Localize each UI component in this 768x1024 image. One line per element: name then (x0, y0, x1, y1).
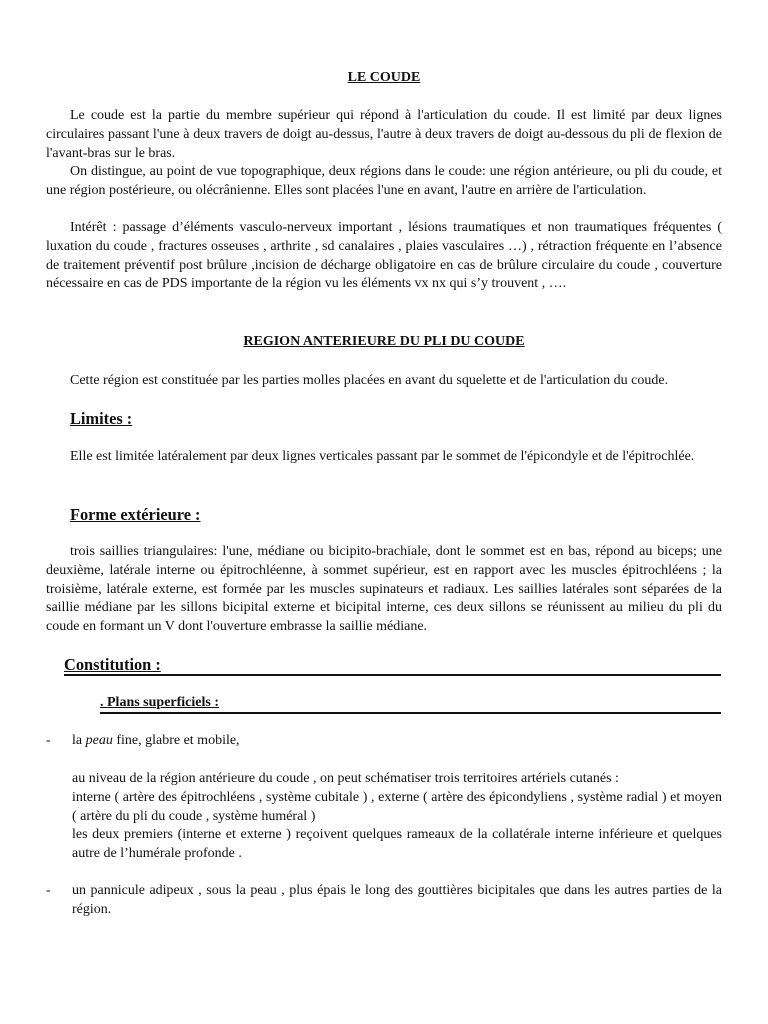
list-item-peau-emphasis: peau (85, 733, 113, 748)
list-bullet-2: - (46, 883, 51, 898)
list-item-pannicule: un pannicule adipeux , sous la peau , plus épais le long des gouttières bicipitales que dans les autres parties de la région. (72, 883, 722, 917)
list-item-peau-prefix: la (72, 733, 86, 748)
limites-heading: Limites : (70, 409, 133, 428)
limites-paragraph: Elle est limitée latéralement par deux lignes verticales passant par le sommet de l'épicondyle et de l'épitrochlée. (70, 449, 695, 464)
peau-detail-line-2: interne ( artère des épitrochléens , système cubitale ) , externe ( artère des épicondyliens , système radial ) et moyen ( artère du pli du coude , système huméral ) (72, 790, 722, 824)
peau-detail-line-3: les deux premiers (interne et externe ) reçoivent quelques rameaux de la collatérale interne inférieure et quelques autre de l’humérale profonde . (72, 827, 722, 861)
plans-superficiels-heading (100, 694, 721, 714)
section-title-region-anterieure: REGION ANTERIEURE DU PLI DU COUDE (243, 334, 525, 349)
list-item-peau-suffix: fine, glabre et mobile, (112, 733, 240, 748)
constitution-heading-text: Constitution : (64, 655, 161, 674)
section-intro-paragraph: Cette région est constituée par les parties molles placées en avant du squelette et de l'articulation du coude. (70, 373, 669, 388)
peau-detail-line-1: au niveau de la région antérieure du coude , on peut schématiser trois territoires artériels cutanés : (72, 771, 619, 786)
page-title: LE COUDE (347, 70, 421, 85)
forme-exterieure-heading: Forme extérieure : (70, 505, 201, 524)
forme-exterieure-paragraph: trois saillies triangulaires: l'une, médiane ou bicipito-brachiale, dont le sommet est en bas, répond au biceps; une deuxième, latérale interne ou épitrochléenne, à sommet supérieur, est en rapport avec les muscles épitrochléens ; la troisième, latérale externe, est formée par les muscles supinateurs et radiaux. Les saillies latérales sont séparées de la saillie médiane par les sillons bicipital externe et bicipital interne, ces deux sillons se réunissent au milieu du pli du coude en formant un V dont l'ouverture embrasse la saillie médiane. (46, 544, 722, 635)
list-item-peau (72, 732, 722, 751)
list-bullet-1: - (46, 733, 51, 748)
plans-superficiels-heading-text: . Plans superficiels : (100, 695, 219, 710)
intro-paragraph-1: Le coude est la partie du membre supérieur qui répond à l'articulation du coude. Il est limité par deux lignes circulaires passant l'une à deux travers de doigt au-dessus, l'autre à deux travers de doigt au-dessous du pli de flexion de l'avant-bras sur le bras. (46, 108, 722, 161)
intro-paragraph-3: Intérêt : passage d’éléments vasculo-nerveux important , lésions traumatiques et non traumatiques fréquentes ( luxation du coude , fractures osseuses , arthrite , sd canalaires , plaies vasculaires …) , rétraction fréquente en l’absence de traitement préventif post brûlure ,incision de décharge obligatoire en cas de brûlure circulaire du coude , couverture nécessaire en cas de PDS importante de la région vu les éléments vx nx qui s’y trouvent , …. (46, 220, 722, 292)
constitution-heading (64, 656, 721, 676)
intro-paragraph-2: On distingue, au point de vue topographique, deux régions dans le coude: une région antérieure, ou pli du coude, et une région postérieure, ou olécrânienne. Elles sont placées l'une en avant, l'autre en arrière de l'articulation. (46, 164, 722, 198)
